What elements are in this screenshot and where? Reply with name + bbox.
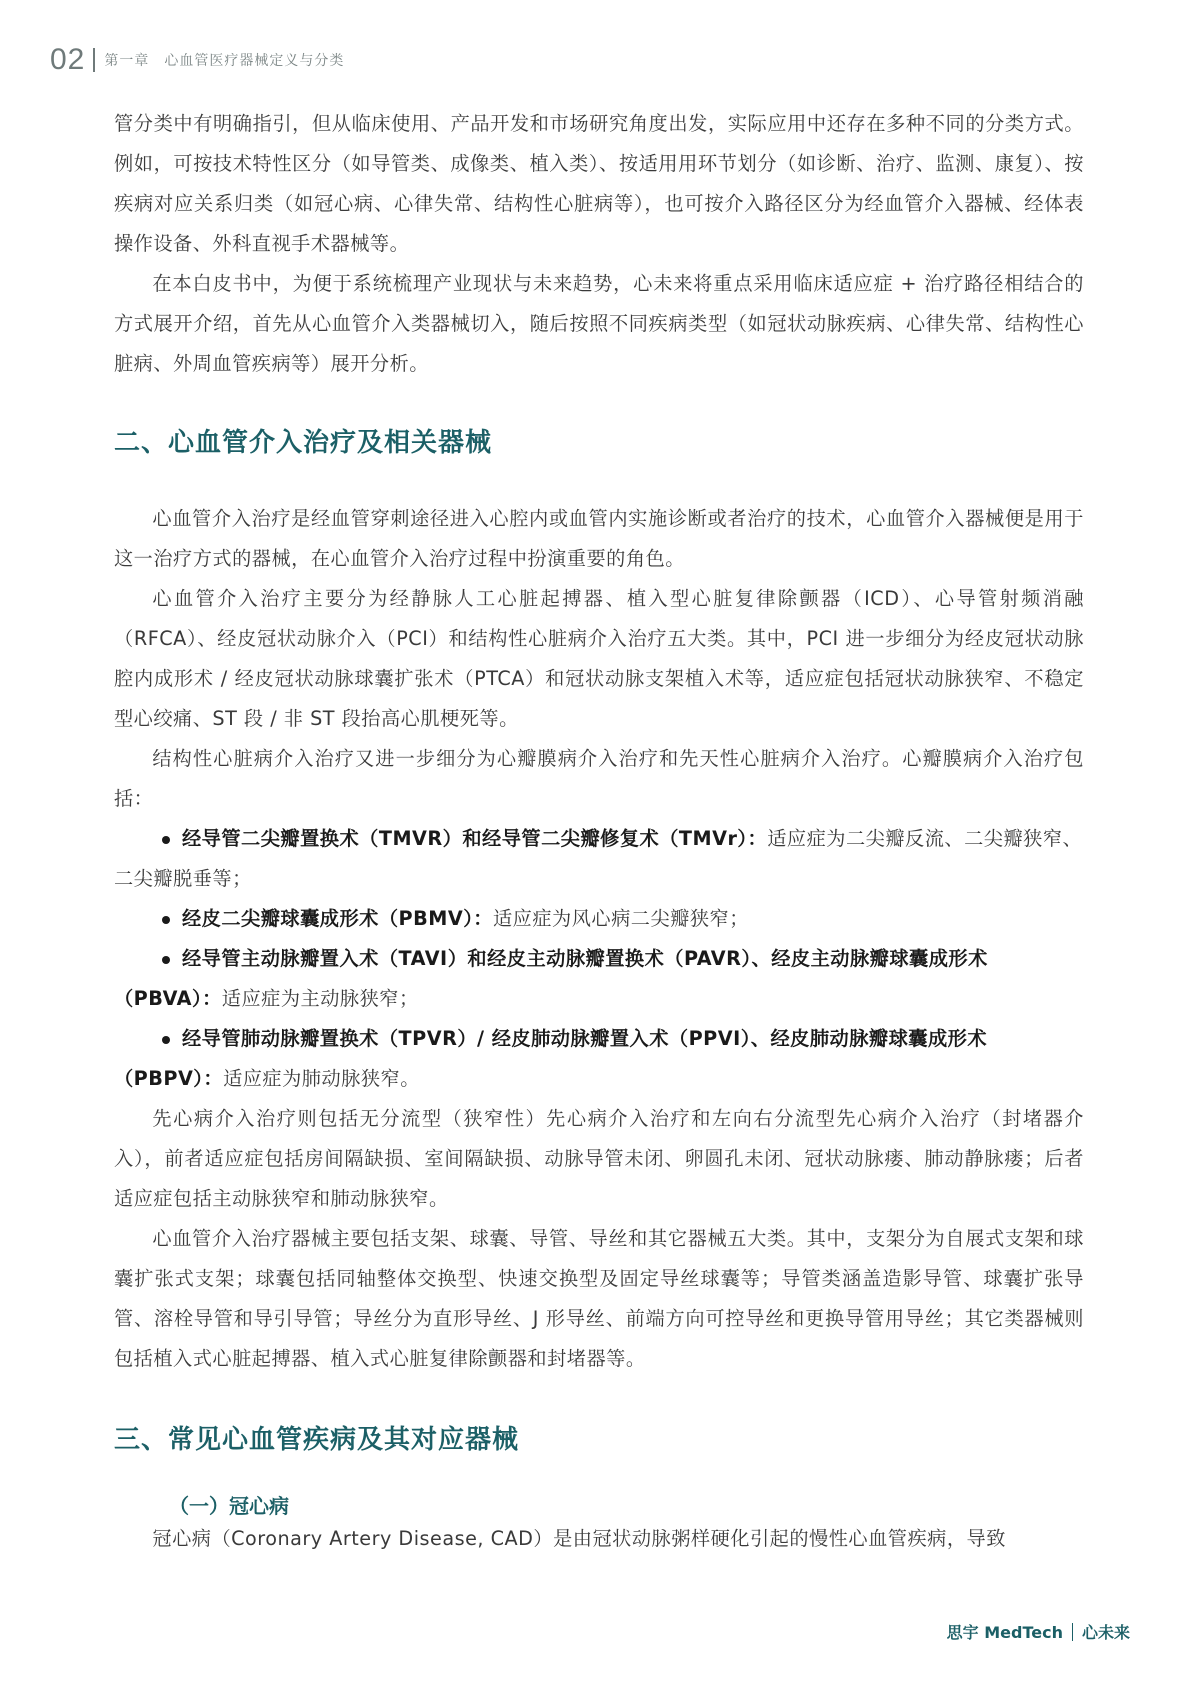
page-content — [114, 104, 1084, 1559]
bullet-desc: 适应症为风心病二尖瓣狭窄； — [492, 907, 749, 930]
section-2-paragraph-3: 结构性心脏病介入治疗又进一步细分为心瓣膜病介入治疗和先天性心脏病介入治疗。心瓣膜病介入治疗包括： — [114, 747, 1084, 810]
bullet-desc: 适应症为肺动脉狭窄。 — [223, 1067, 420, 1090]
header-divider — [93, 48, 95, 72]
footer-divider — [1072, 1623, 1073, 1641]
bullet-desc: 适应症为主动脉狭窄； — [221, 987, 419, 1010]
section-2-paragraph-5: 心血管介入治疗器械主要包括支架、球囊、导管、导丝和其它器械五大类。其中，支架分为自展式支架和球囊扩张式支架；球囊包括同轴整体交换型、快速交换型及固定导丝球囊等；导管类涵盖造影导管、球囊扩张导管、溶栓导管和导引导管；导丝分为直形导丝、J 形导丝、前端方向可控导丝和更换导管用导丝；其它类器械则包括植入式心脏起搏器、植入式心脏复律除颤器和封堵器等。 — [114, 1227, 1084, 1370]
section-2-heading: 二、心血管介入治疗及相关器械 — [114, 428, 493, 458]
list-item — [114, 899, 1084, 939]
bullet-desc: 适应症为二尖瓣反流、二尖瓣狭窄、二尖瓣脱垂等； — [114, 827, 1083, 890]
footer-brand: 思宇 MedTech — [946, 1623, 1063, 1642]
bullet-term: 经导管肺动脉瓣置换术（TPVR）/ 经皮肺动脉瓣置入术（PPVI）、经皮肺动脉瓣球囊成形术（PBPV）： — [114, 1027, 988, 1090]
bullet-term: 经导管主动脉瓣置入术（TAVI）和经皮主动脉瓣置换术（PAVR）、经皮主动脉瓣球囊成形术（PBVA）： — [114, 947, 988, 1010]
bullet-term: 经导管二尖瓣置换术（TMVR）和经导管二尖瓣修复术（TMVr）： — [182, 827, 768, 850]
page-header — [50, 40, 344, 80]
list-item — [114, 1019, 1084, 1099]
intro-paragraph-2: 在本白皮书中，为便于系统梳理产业现状与未来趋势，心未来将重点采用临床适应症 + 治疗路径相结合的方式展开介绍，首先从心血管介入类器械切入，随后按照不同疾病类型（如冠状动脉疾病、心律失常、结构性心脏病、外周血管疾病等）展开分析。 — [114, 272, 1084, 375]
section-3-heading: 三、常见心血管疾病及其对应器械 — [114, 1425, 520, 1455]
section-2-paragraph-1: 心血管介入治疗是经血管穿刺途径进入心腔内或血管内实施诊断或者治疗的技术，心血管介入器械便是用于这一治疗方式的器械，在心血管介入治疗过程中扮演重要的角色。 — [114, 507, 1084, 570]
subsection-heading: （一）冠心病 — [169, 1494, 289, 1518]
list-item — [114, 819, 1084, 899]
section-3-paragraph-1: 冠心病（Coronary Artery Disease, CAD）是由冠状动脉粥样硬化引起的慢性心血管疾病，导致 — [152, 1527, 1006, 1550]
bullet-icon — [162, 956, 170, 964]
list-item — [114, 939, 1084, 1019]
footer-partner: 心未来 — [1081, 1623, 1130, 1642]
page-footer — [947, 1620, 1130, 1643]
chapter-title: 第一章 心血管医疗器械定义与分类 — [104, 53, 345, 69]
section-2-paragraph-4: 先心病介入治疗则包括无分流型（狭窄性）先心病介入治疗和左向右分流型先心病介入治疗（封堵器介入），前者适应症包括房间隔缺损、室间隔缺损、动脉导管未闭、卵圆孔未闭、冠状动脉瘘、肺动静脉瘘；后者适应症包括主动脉狭窄和肺动脉狭窄。 — [114, 1107, 1084, 1210]
page-number: 02 — [50, 43, 86, 76]
bullet-icon — [162, 916, 170, 924]
intro-paragraph-1: 管分类中有明确指引，但从临床使用、产品开发和市场研究角度出发，实际应用中还存在多种不同的分类方式。例如，可按技术特性区分（如导管类、成像类、植入类）、按适用用环节划分（如诊断、治疗、监测、康复）、按疾病对应关系归类（如冠心病、心律失常、结构性心脏病等），也可按介入路径区分为经血管介入器械、经体表操作设备、外科直视手术器械等。 — [114, 112, 1084, 255]
bullet-icon — [162, 1036, 170, 1044]
section-2-paragraph-2: 心血管介入治疗主要分为经静脉人工心脏起搏器、植入型心脏复律除颤器（ICD）、心导管射频消融（RFCA）、经皮冠状动脉介入（PCI）和结构性心脏病介入治疗五大类。其中，PCI 进一步细分为经皮冠状动脉腔内成形术 / 经皮冠状动脉球囊扩张术（PTCA）和冠状动脉支架植入术等，适应症包括冠状动脉狭窄、不稳定型心绞痛、ST 段 / 非 ST 段抬高心肌梗死等。 — [114, 587, 1084, 730]
bullet-icon — [162, 836, 170, 844]
bullet-term: 经皮二尖瓣球囊成形术（PBMV）： — [182, 907, 493, 930]
